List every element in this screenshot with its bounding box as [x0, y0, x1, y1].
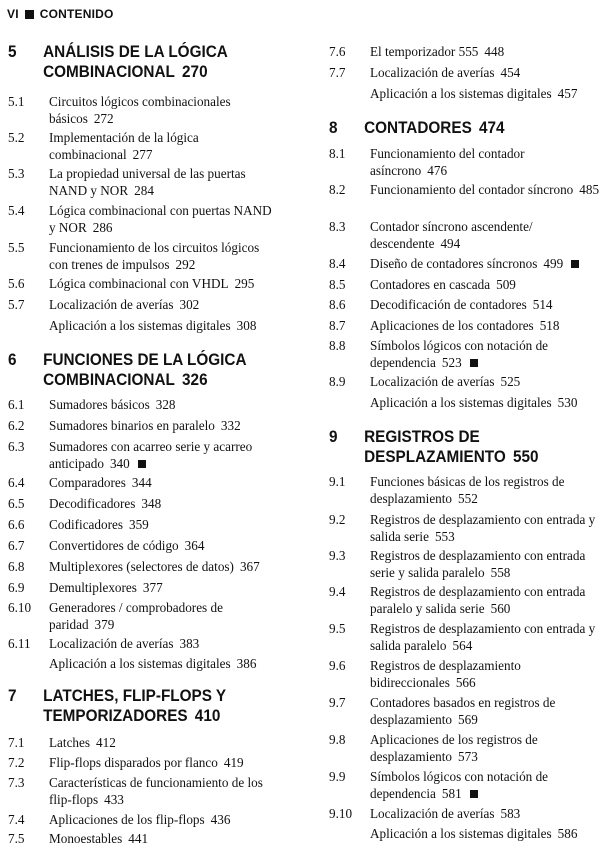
section-page: 494 — [440, 235, 461, 251]
chapter-title: LATCHES, FLIP-FLOPS Y TEMPORIZADORES — [43, 686, 226, 725]
section-title: Registros de desplazamiento bidireccionales — [370, 658, 521, 690]
section-page: 332 — [220, 418, 241, 433]
section-number: 6.9 — [8, 580, 25, 595]
section-page: 518 — [539, 318, 560, 333]
section-page: 386 — [236, 656, 257, 671]
chapter-title: FUNCIONES DE LA LÓGICA COMBINACIONAL — [43, 350, 246, 389]
section-title: Flip-flops disparados por flanco — [49, 755, 218, 770]
page-header-label: CONTENIDO — [39, 7, 114, 21]
section-number: 9.7 — [329, 695, 346, 710]
section-title: Decodificación de contadores — [370, 297, 527, 312]
new-content-marker-icon — [571, 260, 579, 268]
section-page: 364 — [184, 538, 205, 553]
section-title: Contadores basados en registros de desplazamiento — [370, 695, 556, 727]
section-title: Registros de desplazamiento con entrada paralelo y salida serie — [370, 584, 586, 616]
section-number: 6.11 — [8, 636, 31, 651]
chapter-number: 8 — [329, 118, 338, 137]
section-title: Diseño de contadores síncronos — [370, 256, 538, 271]
chapter-title: ANÁLISIS DE LA LÓGICA COMBINACIONAL — [43, 42, 228, 81]
chapter-page: 326 — [182, 370, 208, 389]
section-page: 295 — [234, 276, 255, 291]
section-title: Localización de averías — [370, 65, 495, 80]
section-number: 6.3 — [8, 439, 25, 454]
chapter-title: CONTADORES — [364, 118, 472, 137]
section-number: 8.6 — [329, 297, 346, 312]
section-number: 7.4 — [8, 812, 25, 827]
section-title: Generadores / comprobadores de paridad — [49, 600, 223, 632]
section-number: 5.4 — [8, 203, 25, 218]
section-title: Funcionamiento del contador síncrono — [370, 182, 574, 197]
section-page: 379 — [94, 616, 115, 632]
section-page: 377 — [142, 580, 163, 595]
section-title: Características de funcionamiento de los flip-flops — [49, 775, 263, 807]
section-page: 308 — [236, 318, 257, 333]
section-page: 485 — [579, 182, 600, 197]
section-number: 7.2 — [8, 755, 25, 770]
chapter-number: 6 — [8, 350, 17, 369]
section-title: Aplicación a los sistemas digitales — [49, 656, 231, 671]
section-number: 8.3 — [329, 219, 346, 234]
section-page: 457 — [557, 86, 578, 101]
section-title: Localización de averías — [49, 636, 174, 651]
section-number: 7.6 — [329, 44, 346, 59]
section-page: 292 — [175, 256, 196, 272]
section-number: 7.5 — [8, 831, 25, 846]
section-page: 277 — [132, 146, 153, 162]
section-number: 9.4 — [329, 584, 346, 599]
section-number: 8.1 — [329, 146, 346, 161]
section-title: Monoestables — [49, 831, 123, 846]
section-page: 412 — [96, 735, 116, 750]
section-page: 560 — [490, 600, 511, 616]
section-title: Funcionamiento de los circuitos lógicos con trenes de impulsos — [49, 240, 260, 272]
new-content-marker-icon — [470, 790, 478, 798]
section-title: Sumadores básicos — [49, 397, 150, 412]
section-page: 286 — [92, 219, 113, 235]
section-number: 8.4 — [329, 256, 346, 271]
section-title: Localización de averías — [370, 806, 495, 821]
chapter-page: 550 — [512, 447, 539, 466]
section-title: Sumadores con acarreo serie y acarreo anticipado — [49, 439, 253, 471]
section-page: 433 — [104, 791, 124, 807]
section-title: Localización de averías — [370, 374, 495, 389]
chapter-page: 474 — [478, 118, 505, 137]
section-number: 6.2 — [8, 418, 25, 433]
section-number: 6.8 — [8, 559, 25, 574]
section-number: 5.3 — [8, 166, 25, 181]
section-title: La propiedad universal de las puertas NAND y NOR — [49, 166, 246, 198]
section-page: 514 — [532, 297, 553, 312]
section-page: 367 — [239, 559, 260, 574]
section-title: Multiplexores (selectores de datos) — [49, 559, 234, 574]
section-page: 509 — [496, 277, 516, 292]
section-number: 6.4 — [8, 475, 25, 490]
section-number: 5.2 — [8, 130, 25, 145]
section-title: Contador síncrono ascendente/ descendente — [370, 219, 533, 251]
chapter-number: 5 — [8, 42, 17, 61]
section-title: Registros de desplazamiento con entrada serie y salida paralelo — [370, 548, 586, 580]
section-number: 5.1 — [8, 94, 25, 109]
section-page: 272 — [93, 110, 114, 126]
section-title: Aplicación a los sistemas digitales — [370, 826, 552, 841]
section-title: Latches — [49, 735, 91, 750]
chapter-title: REGISTROS DE DESPLAZAMIENTO — [364, 427, 506, 466]
section-number: 6.5 — [8, 496, 25, 511]
section-number: 9.2 — [329, 512, 346, 527]
section-page: 499 — [543, 256, 564, 271]
section-number: 6.7 — [8, 538, 25, 553]
section-title: Convertidores de código — [49, 538, 179, 553]
section-page: 454 — [500, 65, 521, 80]
section-number: 9.10 — [329, 806, 353, 821]
section-title: Circuitos lógicos combinacionales básicos — [49, 94, 231, 126]
chapter-page: 270 — [182, 62, 208, 81]
new-content-marker-icon — [470, 359, 478, 367]
section-title: El temporizador 555 — [370, 44, 479, 59]
section-number: 8.8 — [329, 338, 346, 353]
section-page: 573 — [458, 748, 478, 764]
section-title: Lógica combinacional con puertas NAND y NOR — [49, 203, 272, 235]
section-page: 344 — [131, 475, 152, 490]
section-page: 581 — [441, 785, 462, 801]
chapter-number: 9 — [329, 427, 338, 446]
section-page: 284 — [134, 182, 154, 198]
section-number: 8.5 — [329, 277, 346, 292]
section-number: 9.9 — [329, 769, 346, 784]
section-page: 328 — [155, 397, 176, 412]
section-page: 302 — [179, 297, 200, 312]
section-title: Aplicaciones de los contadores — [370, 318, 534, 333]
section-title: Demultiplexores — [49, 580, 137, 595]
section-page: 564 — [452, 637, 473, 653]
section-page: 552 — [458, 490, 478, 506]
section-number: 6.10 — [8, 600, 32, 615]
section-title: Codificadores — [49, 517, 123, 532]
section-number: 7.1 — [8, 735, 25, 750]
section-page: 340 — [109, 455, 130, 471]
section-title: Símbolos lógicos con notación de dependencia — [370, 338, 549, 370]
section-number: 5.7 — [8, 297, 25, 312]
section-title: Localización de averías — [49, 297, 174, 312]
section-number: 8.9 — [329, 374, 346, 389]
section-title: Decodificadores — [49, 496, 136, 511]
section-page: 359 — [128, 517, 149, 532]
section-number: 7.3 — [8, 775, 25, 790]
section-page: 348 — [141, 496, 162, 511]
section-title: Símbolos lógicos con notación de dependencia — [370, 769, 549, 801]
section-page: 436 — [210, 812, 231, 827]
section-title: Contadores en cascada — [370, 277, 491, 292]
section-title: Aplicación a los sistemas digitales — [370, 86, 552, 101]
section-page: 553 — [434, 528, 455, 544]
section-number: 6.6 — [8, 517, 25, 532]
section-title: Funcionamiento del contador asíncrono — [370, 146, 525, 178]
section-number: 9.8 — [329, 732, 346, 747]
section-number: 6.1 — [8, 397, 25, 412]
section-title: Aplicación a los sistemas digitales — [49, 318, 231, 333]
section-page: 566 — [455, 674, 476, 690]
section-page: 583 — [500, 806, 521, 821]
section-page: 383 — [179, 636, 200, 651]
section-page: 558 — [490, 564, 511, 580]
section-number: 9.6 — [329, 658, 346, 673]
chapter-page: 410 — [194, 706, 221, 725]
section-title: Aplicaciones de los registros de desplazamiento — [370, 732, 538, 764]
section-title: Aplicaciones de los flip-flops — [49, 812, 205, 827]
square-bullet-icon — [25, 10, 34, 19]
section-title: Registros de desplazamiento con entrada y salida serie — [370, 512, 596, 544]
section-title: Funciones básicas de los registros de desplazamiento — [370, 474, 565, 506]
section-number: 9.1 — [329, 474, 346, 489]
section-number: 8.7 — [329, 318, 346, 333]
section-title: Aplicación a los sistemas digitales — [370, 395, 552, 410]
new-content-marker-icon — [138, 460, 146, 468]
section-title: Registros de desplazamiento con entrada y salida paralelo — [370, 621, 596, 653]
section-page: 525 — [500, 374, 521, 389]
section-title: Implementación de la lógica combinacional — [49, 130, 199, 162]
section-page: 476 — [427, 162, 448, 178]
section-number: 8.2 — [329, 182, 346, 197]
section-title: Comparadores — [49, 475, 126, 490]
section-page: 586 — [557, 826, 578, 841]
section-page: 530 — [557, 395, 578, 410]
section-page: 523 — [441, 354, 462, 370]
page-roman-number: VI — [7, 7, 19, 21]
section-number: 7.7 — [329, 65, 346, 80]
section-title: Lógica combinacional con VHDL — [49, 276, 229, 291]
section-page: 419 — [223, 755, 244, 770]
section-number: 9.3 — [329, 548, 346, 563]
section-title: Sumadores binarios en paralelo — [49, 418, 215, 433]
section-number: 5.5 — [8, 240, 25, 255]
page-header — [7, 7, 114, 21]
section-page: 569 — [458, 711, 478, 727]
chapter-number: 7 — [8, 686, 17, 705]
section-page: 448 — [484, 44, 505, 59]
section-number: 9.5 — [329, 621, 346, 636]
section-number: 5.6 — [8, 276, 25, 291]
section-page: 441 — [128, 831, 149, 846]
